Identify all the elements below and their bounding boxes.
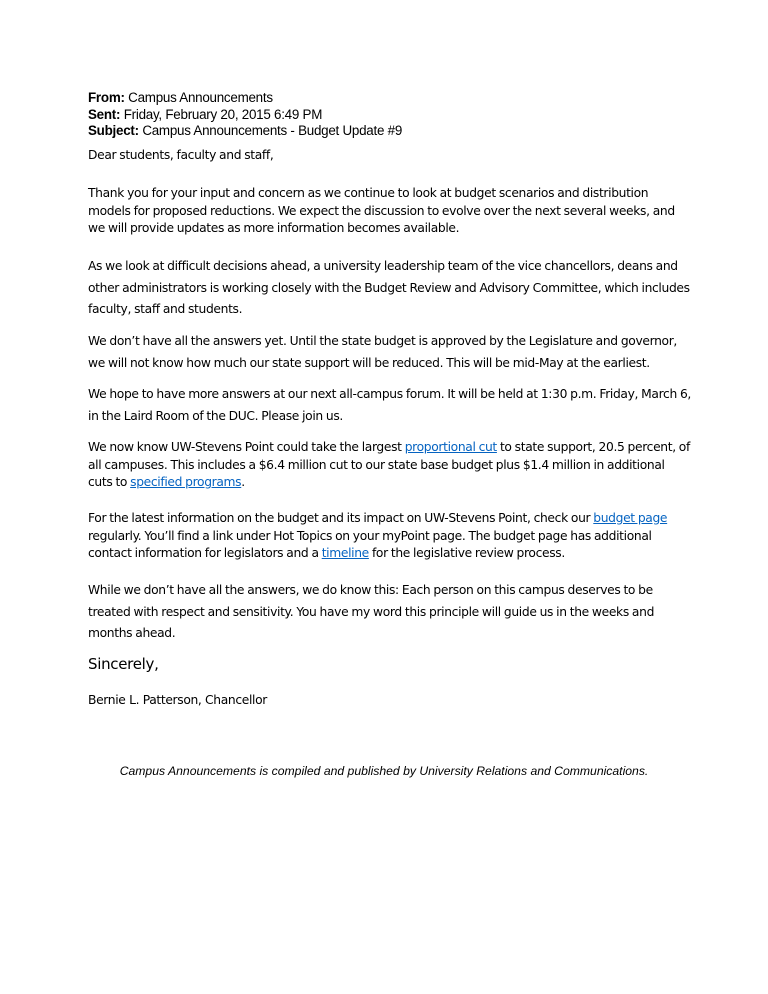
paragraph-5-text-c: .	[241, 475, 245, 489]
greeting-text: Dear students, faculty and staff,	[88, 148, 274, 162]
footer-note: Campus Announcements is compiled and published by University Relations and Communications.	[119, 764, 649, 778]
sent-label: Sent:	[88, 106, 121, 122]
from-label: From:	[88, 90, 125, 105]
paragraph-2	[88, 256, 692, 321]
paragraph-6	[88, 510, 692, 563]
paragraph-5-text	[88, 439, 692, 492]
sent-row	[88, 107, 402, 124]
paragraph-5	[88, 439, 692, 492]
paragraph-6-text-a: For the latest information on the budget and its impact on UW-Stevens Point, check our	[88, 511, 594, 525]
from-value: Campus Announcements	[128, 90, 273, 105]
paragraph-5-text-a: We now know UW-Stevens Point could take the largest	[88, 440, 405, 454]
timeline-link[interactable]: timeline	[321, 546, 369, 560]
specified-programs-link[interactable]: specified programs	[130, 475, 242, 489]
email-header	[88, 90, 402, 140]
greeting	[88, 147, 692, 165]
subject-value: Campus Announcements - Budget Update #9	[142, 123, 403, 138]
paragraph-4	[88, 384, 692, 427]
paragraph-5-text-b: to state support, 20.5 percent, of all campuses. This includes a $6.4 million cut to our state base budget plus $1.4 million in additional cuts to	[88, 440, 690, 489]
paragraph-1	[88, 185, 692, 238]
paragraph-1-text: Thank you for your input and concern as we continue to look at budget scenarios and distribution models for proposed reductions. We expect the discussion to evolve over the next several weeks, and we will provide updates as more information becomes available.	[88, 186, 675, 235]
paragraph-4-text: We hope to have more answers at our next all-campus forum. It will be held at 1:30 p.m. Friday, March 6, in the Laird Room of the DUC. Please join us.	[88, 387, 691, 423]
paragraph-6-text	[88, 510, 692, 563]
proportional-cut-link[interactable]: proportional cut	[404, 440, 497, 454]
closing: Sincerely,	[88, 655, 159, 673]
paragraph-3	[88, 331, 692, 374]
subject-row	[88, 123, 402, 140]
sent-value: Friday, February 20, 2015 6:49 PM	[123, 106, 323, 122]
paragraph-2-text: As we look at difficult decisions ahead, a university leadership team of the vice chancellors, deans and other administrators is working closely with the Budget Review and Advisory Committee, which includes faculty, staff and students.	[88, 259, 690, 316]
signature: Bernie L. Patterson, Chancellor	[88, 693, 267, 707]
from-row	[88, 90, 402, 107]
subject-label: Subject:	[88, 123, 139, 138]
paragraph-7-text: While we don’t have all the answers, we do know this: Each person on this campus deserves to be treated with respect and sensitivity. You have my word this principle will guide us in the weeks and months ahead.	[88, 583, 655, 640]
paragraph-6-text-c: for the legislative review process.	[368, 546, 565, 560]
budget-page-link[interactable]: budget page	[593, 511, 668, 525]
paragraph-7	[88, 580, 692, 645]
paragraph-3-text: We don’t have all the answers yet. Until the state budget is approved by the Legislature and governor, we will not know how much our state support will be reduced. This will be mid-May at the earliest.	[88, 334, 677, 370]
paragraph-6-text-b: regularly. You’ll find a link under Hot Topics on your myPoint page. The budget page has additional contact information for legislators and a	[88, 528, 652, 560]
